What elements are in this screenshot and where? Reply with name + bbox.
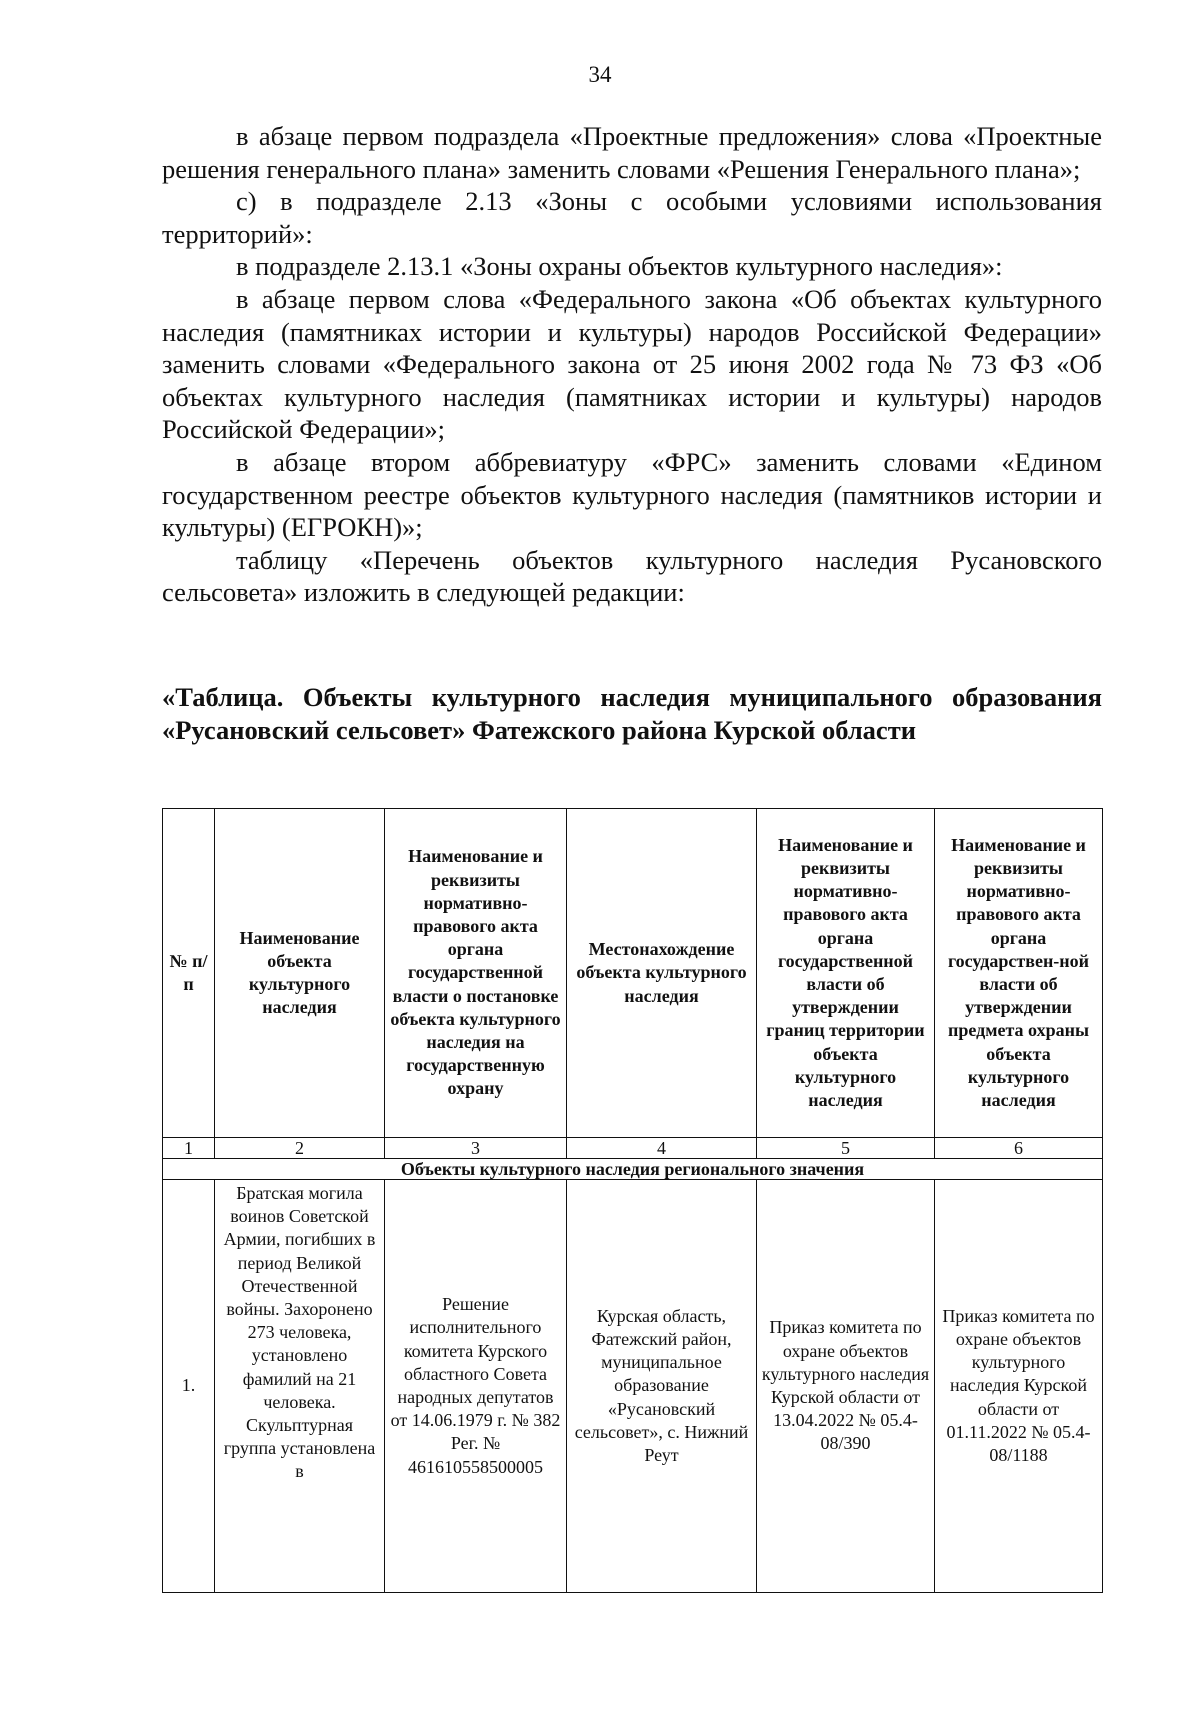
column-number-row (163, 1138, 1103, 1159)
column-number: 2 (215, 1138, 385, 1159)
column-number: 1 (163, 1138, 215, 1159)
paragraph: в подразделе 2.13.1 «Зоны охраны объектов культурного наследия»: (236, 251, 1003, 282)
page-number: 34 (588, 62, 612, 87)
column-header: Наименование объекта культурного наследия (215, 809, 385, 1138)
column-header: № п/п (163, 809, 215, 1138)
table-row (163, 1180, 1103, 1593)
paragraph: в абзаце втором аббревиатуру «ФРС» заменить словами «Едином государственном реестре объектов культурного наследия (памятников истории и культуры) (ЕГРОКН)»; (162, 446, 1102, 543)
table-cell: Приказ комитета по охране объектов культурного наследия Курской области от 01.11.2022 № 05.4-08/1188 (935, 1180, 1103, 1593)
column-number: 6 (935, 1138, 1103, 1159)
table-cell: 1. (163, 1180, 215, 1593)
section-title: Объекты культурного наследия регионального значения (163, 1159, 1103, 1180)
table-cell: Решение исполнительного комитета Курского областного Совета народных депутатов от 14.06.1979 г. № 382 Рег. № 461610558500005 (385, 1180, 567, 1593)
column-number: 5 (757, 1138, 935, 1159)
paragraph: в абзаце первом слова «Федерального закона «Об объектах культурного наследия (памятниках истории и культуры) народов Российской Федерации» заменить словами «Федерального закона от 25 июня 2002 года № 73 ФЗ «Об объектах культурного наследия (памятниках истории и культуры) народов Российской Федерации»; (162, 283, 1102, 445)
heritage-table (162, 808, 1103, 1593)
table-cell: Приказ комитета по охране объектов культурного наследия Курской области от 13.04.2022 № 05.4-08/390 (757, 1180, 935, 1593)
section-row (163, 1159, 1103, 1180)
paragraph: с) в подразделе 2.13 «Зоны с особыми условиями использования территорий»: (162, 186, 1102, 249)
table-title: «Таблица. Объекты культурного наследия муниципального образования «Русановский сельсовет» Фатежского района Курской области (162, 682, 1102, 745)
body-text (162, 120, 1102, 609)
column-header: Местонахождение объекта культурного наследия (567, 809, 757, 1138)
table-header-row (163, 809, 1103, 1138)
column-header: Наименование и реквизиты нормативно-правового акта органа государственной власти об утверждении границ территории объекта культурного наследия (757, 809, 935, 1138)
column-number: 4 (567, 1138, 757, 1159)
column-header: Наименование и реквизиты нормативно-правового акта органа государственной власти о постановке объекта культурного наследия на государственную охрану (385, 809, 567, 1138)
column-header: Наименование и реквизиты нормативно-правового акта органа государствен-ной власти об утверждении предмета охраны объекта культурного наследия (935, 809, 1103, 1138)
paragraph: в абзаце первом подраздела «Проектные предложения» слова «Проектные решения генерального плана» заменить словами «Решения Генерального плана»; (162, 121, 1102, 184)
column-number: 3 (385, 1138, 567, 1159)
paragraph: таблицу «Перечень объектов культурного наследия Русановского сельсовета» изложить в следующей редакции: (162, 544, 1102, 608)
table-cell: Братская могила воинов Советской Армии, погибших в период Великой Отечественной войны. Захоронено 273 человека, установлено фамилий на 21 человека. Скульптурная группа установлена в (215, 1180, 385, 1593)
table-cell: Курская область, Фатежский район, муниципальное образование «Русановский сельсовет», с. Нижний Реут (567, 1180, 757, 1593)
